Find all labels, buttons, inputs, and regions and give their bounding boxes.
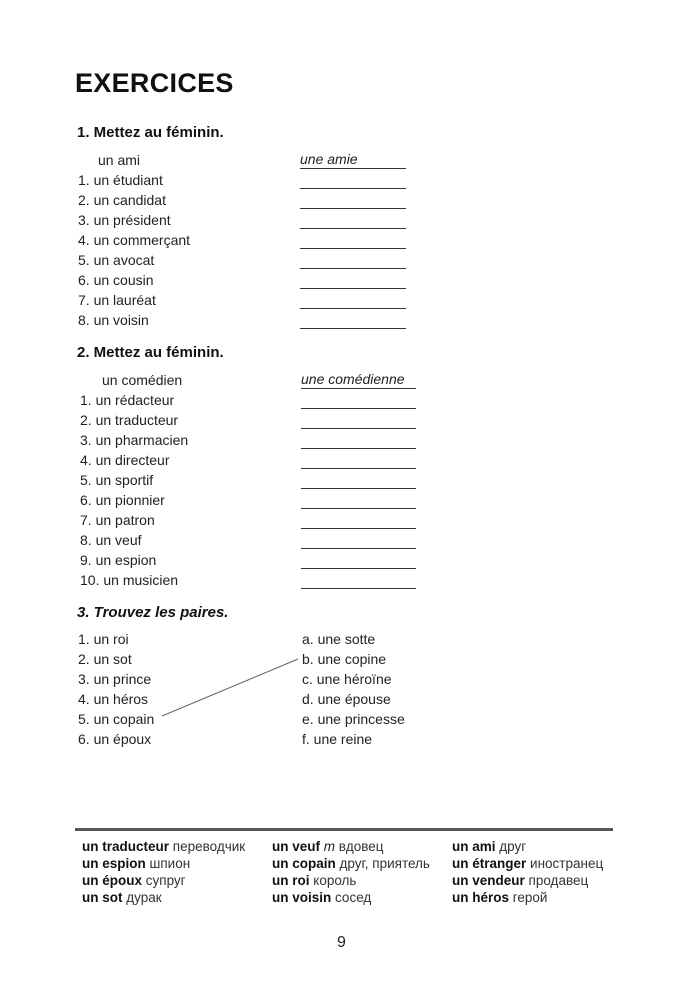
exercise-2-answer-blank[interactable]	[301, 569, 416, 589]
vocab-word: un époux	[82, 873, 142, 888]
vocab-entry	[452, 889, 603, 906]
exercise-2-item: 10. un musicien	[80, 572, 179, 588]
exercise-3-left-item: 3. un prince	[78, 671, 152, 687]
exercise-1-example: un ami	[98, 152, 141, 168]
vocab-column-3	[452, 838, 603, 906]
vocab-word: un espion	[82, 856, 146, 871]
exercise-2-heading: 2. Mettez au féminin.	[77, 344, 224, 361]
exercise-2-answer-blank[interactable]	[301, 409, 416, 429]
vocab-translation: шпион	[149, 856, 191, 871]
exercise-1-answer-blank[interactable]	[300, 209, 406, 229]
exercise-2-answer-blank[interactable]	[301, 449, 416, 469]
vocab-translation: переводчик	[172, 839, 246, 854]
exercise-3-right-item: c. une héroïne	[302, 671, 392, 687]
exercise-2-example: un comédien	[102, 372, 183, 388]
exercise-1-answer-blank[interactable]	[300, 229, 406, 249]
vocab-entry	[82, 872, 245, 889]
exercise-1-heading: 1. Mettez au féminin.	[77, 124, 224, 141]
vocab-translation: супруг	[145, 873, 186, 888]
vocab-word: un traducteur	[82, 839, 170, 854]
exercise-2-answer-blank[interactable]	[301, 529, 416, 549]
pair-line-5-b	[162, 659, 298, 716]
exercise-3-left-item: 2. un sot	[78, 651, 132, 667]
exercise-1-answer-blank[interactable]	[300, 249, 406, 269]
exercise-1-item: 4. un commerçant	[78, 232, 191, 248]
divider-rule	[75, 828, 613, 831]
exercise-1-example-answer: une amie	[300, 149, 406, 169]
exercise-2-item: 9. un espion	[80, 552, 157, 568]
vocab-translation: друг	[499, 839, 527, 854]
vocab-entry	[82, 855, 245, 872]
exercise-3-right-item: e. une princesse	[302, 711, 405, 727]
vocab-translation: сосед	[335, 890, 372, 905]
exercise-2-answer-blank[interactable]	[301, 469, 416, 489]
vocab-translation: вдовец	[338, 839, 384, 854]
vocab-word: un veuf	[272, 839, 321, 854]
page-title: EXERCICES	[75, 68, 234, 98]
exercise-1-answer-blank[interactable]	[300, 189, 406, 209]
exercise-1-item: 6. un cousin	[78, 272, 154, 288]
vocab-entry	[452, 838, 603, 855]
exercise-1-item: 7. un lauréat	[78, 292, 156, 308]
vocab-entry	[452, 872, 603, 889]
vocab-entry	[272, 838, 430, 855]
exercise-3-left-item: 6. un époux	[78, 731, 152, 747]
exercise-1-item: 5. un avocat	[78, 252, 155, 268]
exercise-3-heading: 3. Trouvez les paires.	[77, 604, 229, 621]
vocab-translation: друг, приятель	[339, 856, 430, 871]
exercise-3-left-item: 1. un roi	[78, 631, 129, 647]
vocab-entry	[82, 838, 245, 855]
vocab-entry	[272, 872, 430, 889]
exercise-1-answer-blank[interactable]	[300, 289, 406, 309]
exercise-2-answer-blank[interactable]	[301, 429, 416, 449]
exercise-2-item: 6. un pionnier	[80, 492, 165, 508]
exercise-3-left-item: 5. un copain	[78, 711, 155, 727]
exercise-2-item: 8. un veuf	[80, 532, 142, 548]
exercise-2-item: 2. un traducteur	[80, 412, 179, 428]
exercise-1-answer-blank[interactable]	[300, 169, 406, 189]
vocab-translation: король	[313, 873, 357, 888]
vocab-word: un roi	[272, 873, 310, 888]
vocab-entry	[452, 855, 603, 872]
vocab-word: un voisin	[272, 890, 332, 905]
vocab-word: un ami	[452, 839, 496, 854]
exercise-2-item: 3. un pharmacien	[80, 432, 189, 448]
exercise-3-right-item: f. une reine	[302, 731, 373, 747]
vocab-word: un copain	[272, 856, 336, 871]
exercise-1-item: 2. un candidat	[78, 192, 166, 208]
exercise-1-item: 8. un voisin	[78, 312, 149, 328]
exercise-3-right-item: d. une épouse	[302, 691, 391, 707]
vocab-entry	[272, 889, 430, 906]
exercise-2-item: 1. un rédacteur	[80, 392, 175, 408]
vocab-entry	[272, 855, 430, 872]
vocab-translation: иностранец	[530, 856, 604, 871]
exercise-3-right-item: b. une copine	[302, 651, 387, 667]
exercise-2-item: 5. un sportif	[80, 472, 154, 488]
vocab-translation: продавец	[528, 873, 589, 888]
exercise-2-item: 4. un directeur	[80, 452, 170, 468]
exercise-2-answer-blank[interactable]	[301, 549, 416, 569]
exercise-1-answer-blank[interactable]	[300, 269, 406, 289]
vocab-column-2	[272, 838, 430, 906]
vocab-word: un étranger	[452, 856, 527, 871]
exercise-3-right-item: a. une sotte	[302, 631, 376, 647]
page-number: 9	[337, 934, 346, 951]
exercise-2-item: 7. un patron	[80, 512, 155, 528]
exercise-1-item: 3. un président	[78, 212, 171, 228]
exercise-1-answer-blank[interactable]	[300, 309, 406, 329]
exercise-2-example-answer: une comédienne	[301, 369, 416, 389]
vocab-word: un vendeur	[452, 873, 525, 888]
vocab-word: un héros	[452, 890, 510, 905]
exercise-1-item: 1. un étudiant	[78, 172, 163, 188]
exercise-3-left-item: 4. un héros	[78, 691, 149, 707]
vocab-translation: герой	[512, 890, 548, 905]
vocab-word: un sot	[82, 890, 123, 905]
exercise-2-answer-blank[interactable]	[301, 489, 416, 509]
vocab-column-1	[82, 838, 245, 906]
vocab-entry	[82, 889, 245, 906]
vocab-gender: m	[323, 839, 336, 854]
exercise-2-answer-blank[interactable]	[301, 389, 416, 409]
vocab-translation: дурак	[126, 890, 162, 905]
exercise-2-answer-blank[interactable]	[301, 509, 416, 529]
